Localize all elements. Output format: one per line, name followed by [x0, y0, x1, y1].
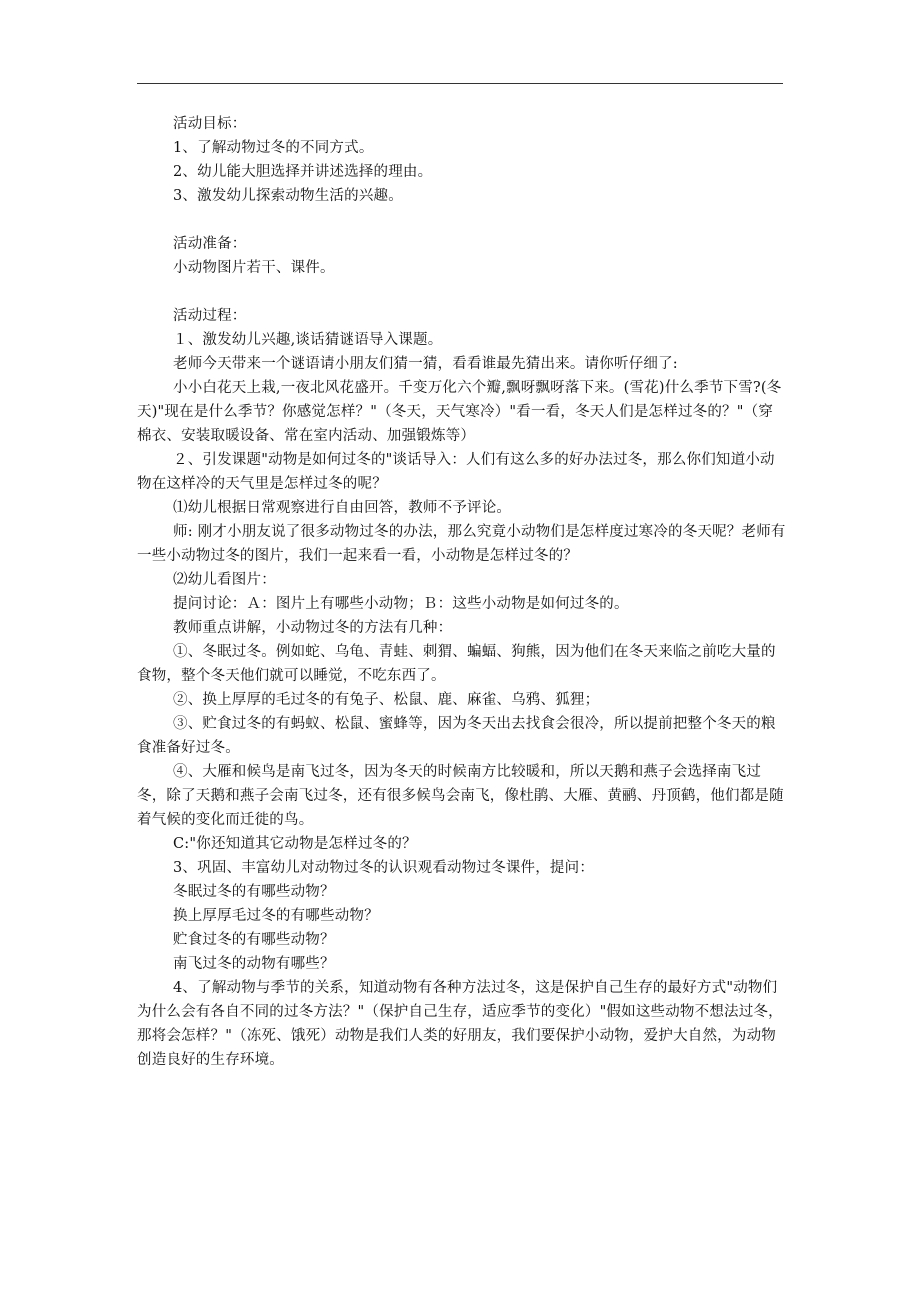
prep-heading: 活动准备： — [173, 236, 247, 252]
process-paragraph: ③、贮食过冬的有蚂蚁、松鼠、蜜蜂等，因为冬天出去找食会很冷，所以提前把整个冬天的粮食准备好过冬。 — [137, 716, 776, 756]
process-paragraph: 师: 刚才小朋友说了很多动物过冬的办法，那么究竟小动物们是怎样度过寒冷的冬天呢？老师有一些小动物过冬的图片，我们一起来看一看，小动物是怎样过冬的？ — [137, 524, 786, 564]
spacer — [137, 280, 787, 304]
process-paragraph: 3、巩固、丰富幼儿对动物过冬的认识观看动物过冬课件，提问： — [173, 860, 595, 876]
process-heading: 活动过程： — [173, 308, 247, 324]
goal-item: 1、了解动物过冬的不同方式。 — [173, 140, 374, 156]
prep-item: 小动物图片若干、课件。 — [173, 260, 335, 276]
document-body — [137, 112, 787, 1072]
process-paragraph: 换上厚厚毛过冬的有哪些动物？ — [173, 908, 379, 924]
process-paragraph: 提问讨论：Ａ：图片上有哪些小动物；Ｂ：这些小动物是如何过冬的。 — [173, 596, 629, 612]
process-paragraph: 贮食过冬的有哪些动物？ — [173, 932, 335, 948]
goals-heading: 活动目标： — [173, 116, 247, 132]
process-paragraph: ⑴幼儿根据日常观察进行自由回答，教师不予评论。 — [173, 500, 512, 516]
process-paragraph: 教师重点讲解，小动物过冬的方法有几种： — [173, 620, 453, 636]
process-paragraph: C:"你还知道其它动物是怎样过冬的？ — [173, 836, 417, 852]
process-paragraph: 冬眠过冬的有哪些动物？ — [173, 884, 335, 900]
process-paragraph: 4、了解动物与季节的关系，知道动物有各种方法过冬，这是保护自己生存的最好方式"动物们为什么会有各自不同的过冬方法？"（保护自己生存，适应季节的变化）"假如这些动物不想法过冬，那将会怎样？"（冻死、饿死）动物是我们人类的好朋友，我们要保护小动物，爱护大自然，为动物创造良好的生存环境。 — [137, 980, 783, 1068]
process-paragraph: 小小白花天上栽,一夜北风花盛开。千变万化六个瓣,飘呀飘呀落下来。(雪花)什么季节下雪?(冬天)"现在是什么季节？你感觉怎样？"（冬天，天气寒冷）"看一看，冬天人们是怎样过冬的？"（穿棉衣、安装取暖设备、常在室内活动、加强锻炼等） — [137, 380, 782, 444]
process-paragraph: １、激发幼儿兴趣,谈话猜谜语导入课题。 — [173, 332, 443, 348]
process-paragraph: ⑵幼儿看图片： — [173, 572, 276, 588]
process-paragraph: 南飞过冬的动物有哪些？ — [173, 956, 335, 972]
process-paragraph: ④、大雁和候鸟是南飞过冬，因为冬天的时候南方比较暖和，所以天鹅和燕子会选择南飞过冬，除了天鹅和燕子会南飞过冬，还有很多候鸟会南飞，像杜鹃、大雁、黄鹂、丹顶鹤，他们都是随着气候的变化而迁徙的鸟。 — [137, 764, 784, 828]
goal-item: 3、激发幼儿探索动物生活的兴趣。 — [173, 188, 403, 204]
header-rule — [137, 83, 783, 84]
goal-item: 2、幼儿能大胆选择并讲述选择的理由。 — [173, 164, 433, 180]
process-paragraph: ①、冬眠过冬。例如蛇、乌龟、青蛙、刺猬、蝙蝠、狗熊，因为他们在冬天来临之前吃大量的食物，整个冬天他们就可以睡觉，不吃东西了。 — [137, 644, 776, 684]
spacer — [137, 208, 787, 232]
process-paragraph: ②、换上厚厚的毛过冬的有兔子、松鼠、鹿、麻雀、乌鸦、狐狸； — [173, 692, 600, 708]
process-paragraph: ２、引发课题"动物是如何过冬的"谈话导入：人们有这么多的好办法过冬，那么你们知道小动物在这样冷的天气里是怎样过冬的呢？ — [137, 452, 775, 492]
process-paragraph: 老师今天带来一个谜语请小朋友们猜一猜，看看谁最先猜出来。请你听仔细了: — [173, 356, 678, 372]
